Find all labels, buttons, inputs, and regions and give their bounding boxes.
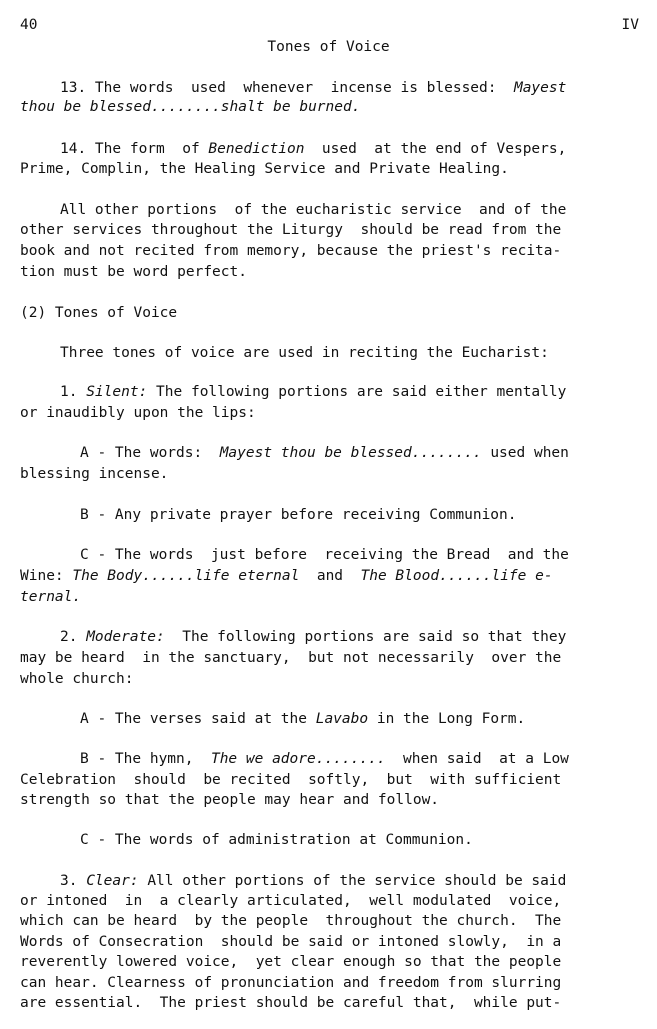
silent-c-line-1: C - The words just before receiving the Bread and the <box>80 547 569 563</box>
para-all-line-4: tion must be word perfect. <box>20 264 247 280</box>
moderate-b-line-1: B - The hymn, The we adore........ when said at a Low <box>80 751 569 767</box>
clear-line-3: which can be heard by the people throughout the church. The <box>20 913 562 929</box>
clear-line-7: are essential. The priest should be careful that, while put- <box>20 995 562 1011</box>
clear-line-5: reverently lowered voice, yet clear enough so that the people <box>20 954 562 970</box>
moderate-c-line: C - The words of administration at Communion. <box>80 832 473 848</box>
para-all-line-3: book and not recited from memory, because the priest's recita- <box>20 243 562 259</box>
moderate-a-line: A - The verses said at the Lavabo in the Long Form. <box>80 711 526 727</box>
clear-line-2: or intoned in a clearly articulated, well modulated voice, <box>20 893 562 909</box>
silent-line-1: 1. Silent: The following portions are said either mentally <box>60 384 567 400</box>
section-heading: (2) Tones of Voice <box>20 305 178 321</box>
page-title: Tones of Voice <box>267 39 390 55</box>
item-13-line-2: thou be blessed........shalt be burned. <box>20 99 361 115</box>
silent-a-line-2: blessing incense. <box>20 466 169 482</box>
section-number: IV <box>621 17 639 33</box>
silent-a-line-1: A - The words: Mayest thou be blessed........ used when <box>80 445 569 461</box>
moderate-b-line-3: strength so that the people may hear and follow. <box>20 792 440 808</box>
moderate-line-1: 2. Moderate: The following portions are said so that they <box>60 629 567 645</box>
silent-b-line: B - Any private prayer before receiving Communion. <box>80 507 517 523</box>
moderate-line-2: may be heard in the sanctuary, but not necessarily over the <box>20 650 562 666</box>
item-14-line-2: Prime, Complin, the Healing Service and Private Healing. <box>20 161 509 177</box>
moderate-line-3: whole church: <box>20 671 134 687</box>
item-14-line-1: 14. The form of Benediction used at the end of Vespers, <box>60 141 567 157</box>
moderate-b-line-2: Celebration should be recited softly, but with sufficient <box>20 772 562 788</box>
clear-line-1: 3. Clear: All other portions of the service should be said <box>60 873 567 889</box>
para-all-line-1: All other portions of the eucharistic service and of the <box>60 202 567 218</box>
item-13-line-1: 13. The words used whenever incense is blessed: Mayest <box>60 80 567 96</box>
clear-line-4: Words of Consecration should be said or intoned slowly, in a <box>20 934 562 950</box>
silent-line-2: or inaudibly upon the lips: <box>20 405 256 421</box>
clear-line-6: can hear. Clearness of pronunciation and freedom from slurring <box>20 975 562 991</box>
silent-c-line-3: ternal. <box>20 589 82 605</box>
para-all-line-2: other services throughout the Liturgy should be read from the <box>20 222 562 238</box>
page-number: 40 <box>20 17 38 33</box>
intro-line: Three tones of voice are used in reciting the Eucharist: <box>60 345 549 361</box>
silent-c-line-2: Wine: The Body......life eternal and The Blood......life e- <box>20 568 553 584</box>
